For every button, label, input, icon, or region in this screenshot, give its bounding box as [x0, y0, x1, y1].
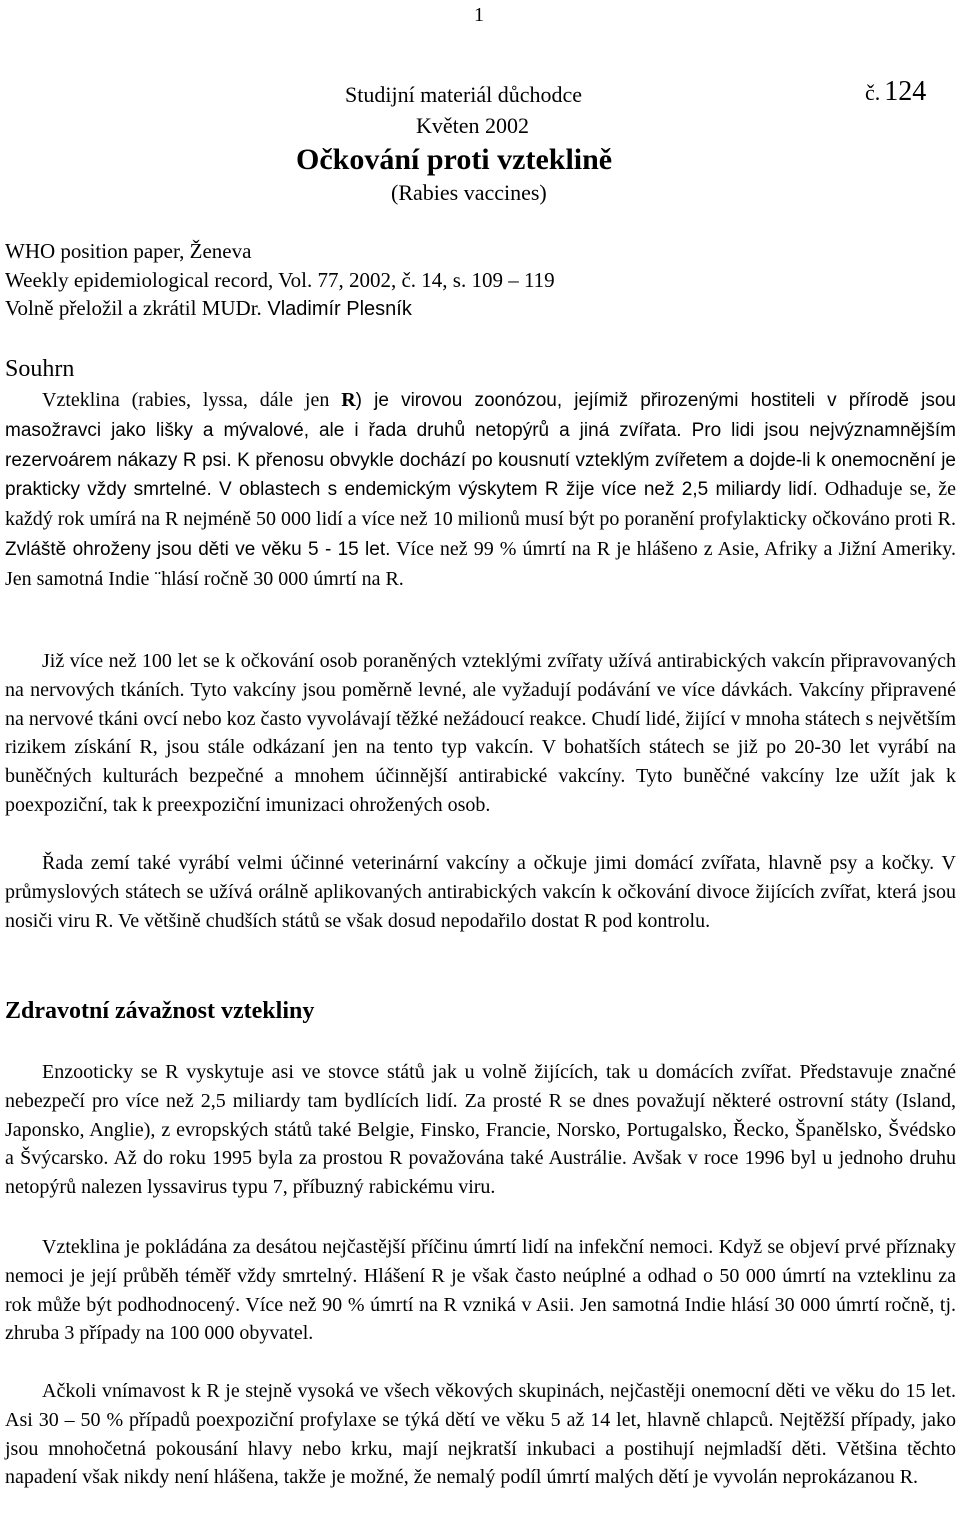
translator-credit: Volně přeložil a zkrátil MUDr. — [5, 296, 262, 320]
source-line-1: WHO position paper, Ženeva — [5, 239, 252, 263]
source-line-3 — [5, 296, 412, 321]
section-paragraph-1: Enzooticky se R vyskytuje asi ve stovce států jak u volně žijících, tak u domácích zvířat. Představuje značné nebezpečí pro více než 2,5 miliardy tam bydlících lidí. Za prosté R se dnes považují některé ostrovní státy (Island, Japonsko, Anglie), z evropských států také Belgie, Finsko, Francie, Norsko, Portugalsko, Řecko, Španělsko, Švédsko a Švýcarsko. Až do roku 1995 byla za prostou R považována také Austrálie. Avšak v roce 1996 byl u jednoho druhu netopýrů nalezen lyssavirus typu 7, příbuzný rabickému viru. — [5, 1061, 956, 1199]
issue-date: Květen 2002 — [416, 113, 530, 138]
page-number: 1 — [474, 4, 484, 26]
source-line-2: Weekly epidemiological record, Vol. 77, 2002, č. 14, s. 109 – 119 — [5, 268, 555, 292]
section-heading: Zdravotní závažnost vztekliny — [5, 998, 315, 1024]
issue-number-prefix: č. — [865, 80, 881, 105]
section-paragraph-3: Ačkoli vnímavost k R je stejně vysoká ve všech věkových skupinách, nejčastěji onemocní děti ve věku do 15 let. Asi 30 – 50 % případů poexpoziční profylaxe se týká dětí ve věku 5 až 14 let, hlavně chlapců. Nejtěžší případy, jako jsou mnohočetná pokousání hlavy nebo krku, mají nejkratší inkubaci a postihují nejmladší děti. Většina těchto napadení však nikdy není hlášena, takže je možné, že nemalý podíl úmrtí malých dětí je vyvolán neprokázanou R. — [5, 1380, 956, 1489]
summary-heading: Souhrn — [5, 356, 75, 382]
summary-paragraph-2: Již více než 100 let se k očkování osob poraněných vzteklými zvířaty užívá antirabických vakcín připravovaných na nervových tkáních. Tyto vakcíny jsou poměrně levné, ale vyžadují podávání ve více dávkách. Vakcíny připravené na nervové tkáni ovcí nebo koz často vyvolávají těžké nežádoucí reakce. Chudí lidé, žijící v mnoha státech s největším rizikem získání R, jsou stále odkázaní jen na tento typ vakcín. V bohatších státech se již po 20-30 let vyrábí na buněčných kulturách bezpečné a mnohem účinnější antirabické vakcíny. Tyto buněčné vakcíny lze užít jak k poexpoziční, tak k preexpoziční imunizaci ohrožených osob. — [5, 650, 956, 816]
rabies-abbreviation: R — [341, 389, 356, 411]
series-label: Studijní materiál důchodce — [345, 82, 583, 107]
document-subtitle: (Rabies vaccines) — [391, 180, 547, 205]
section-paragraph-2: Vzteklina je pokládána za desátou nejčastější příčinu úmrtí lidí na infekční nemoci. Když se objeví prvé příznaky nemoci je její průběh téměř vždy smrtelný. Hlášení R je však často neúplné a odhad o 50 000 úmrtí na vzteklinu za rok může být podhodnocený. Více než 90 % úmrtí na R vzniká v Asii. Jen samotná Indie hlásí 30 000 úmrtí ročně, tj. zhruba 3 případy na 100 000 obyvatel. — [5, 1236, 956, 1345]
translator-name: Vladimír Plesník — [261, 298, 412, 320]
issue-number — [865, 76, 926, 108]
summary-paragraph-3: Řada zemí také vyrábí velmi účinné veterinární vakcíny a očkuje jimi domácí zvířata, hlavně psy a kočky. V průmyslových státech se užívá orálně aplikovaných antirabických vakcín k očkování divoce žijících zvířat, která jsou nosiči viru R. Ve většině chudších států se však dosud nepodařilo dostat R pod kontrolu. — [5, 852, 956, 932]
document-title: Očkování proti vzteklině — [296, 143, 613, 176]
summary-paragraph-1: Vzteklina (rabies, lyssa, dále jen R) je virovou zoonózou, jejímiž přirozenými hostiteli v přírodě jsou masožravci jako lišky a mývalové, ale i řada druhů netopýrů a jiná zvířata. Pro lidi jsou nejvýznamnějším rezervoárem nákazy R psi. K přenosu obvykle dochází po kousnutí vzteklým zvířetem a dojde-li k onemocnění je prakticky vždy smrtelné. V oblastech s endemickým výskytem R žije více než 2,5 miliardy lidí. Odhaduje se, že každý rok umírá na R nejméně 50 000 lidí a více než 10 milionů musí být po poranění profylakticky očkováno proti R. Zvláště ohroženy jsou děti ve věku 5 - 15 let. Více než 99 % úmrtí na R je hlášeno z Asie, Afriky a Jižní Ameriky. Jen samotná Indie ¨hlásí ročně 30 000 úmrtí na R. — [5, 389, 956, 590]
issue-number-value: 124 — [884, 76, 927, 107]
